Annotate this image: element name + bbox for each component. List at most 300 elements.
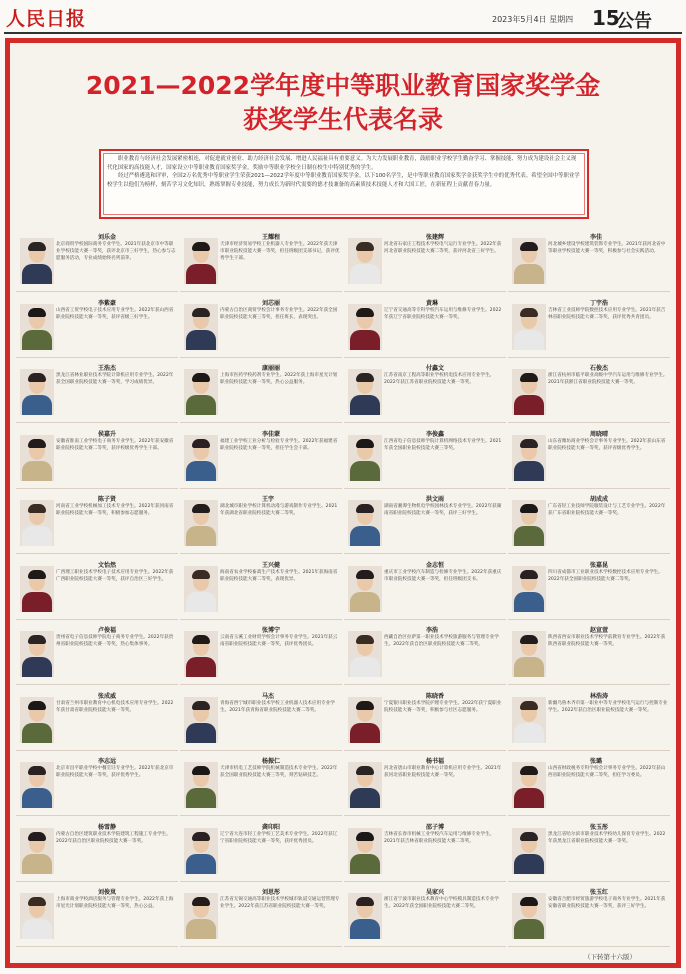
card-divider: [180, 946, 342, 947]
student-name: 李佳蒙: [262, 430, 281, 438]
student-name: 刘俊岚: [98, 889, 117, 896]
student-name: 王耀程: [262, 234, 281, 241]
student-photo: [184, 435, 218, 481]
student-card: [508, 294, 670, 358]
student-description: 安徽省合肥市经贸旅游学校电子商务专业学生。2021年获安徽省职业院校技能大赛一等奖，获评三好学生。: [548, 897, 666, 909]
student-name: 龚印阳: [262, 823, 281, 831]
student-photo: [348, 828, 382, 874]
student-description: 河北省唐山市职业教育中心计算机应用专业学生。2021年获河北省职业院校技能大赛一等奖。: [384, 766, 502, 778]
student-name: 刘芯丽: [262, 299, 281, 307]
photo-hair: [28, 242, 46, 251]
student-description: 新疆乌鲁木齐市第一职业中等专业学校电气运行与控制专业学生。2022年获自治区职业院校技能大赛一等奖。: [548, 700, 668, 713]
page-title-line-1: 2021—2022学年度中等职业教育国家奖学金: [85, 71, 601, 100]
photo-hair: [192, 504, 210, 513]
student-photo: [348, 893, 382, 939]
continued-note: （下转第十六版）: [584, 953, 636, 961]
photo-hair: [356, 897, 374, 906]
photo-body: [350, 919, 380, 939]
student-photo: [184, 828, 218, 874]
photo-body: [22, 657, 52, 677]
student-card: [180, 752, 342, 816]
student-photo: [512, 893, 546, 939]
photo-body: [350, 592, 380, 612]
student-card: [344, 621, 506, 685]
student-photo: [20, 500, 54, 546]
photo-body: [350, 330, 380, 350]
student-name: 李紫豪: [98, 299, 117, 307]
student-card: [344, 359, 506, 423]
photo-body: [514, 592, 544, 612]
masthead-rule: [4, 32, 682, 34]
photo-body: [22, 395, 52, 415]
photo-hair: [520, 832, 538, 841]
card-divider: [508, 684, 670, 685]
photo-body: [186, 461, 216, 481]
student-name: 邵子博: [426, 823, 445, 831]
student-name: 张玉彤: [590, 823, 609, 831]
photo-hair: [520, 701, 538, 710]
photo-body: [186, 723, 216, 743]
photo-hair: [356, 570, 374, 579]
page-number: 15: [592, 6, 620, 30]
student-description: 北京商贸学校国际商务专业学生。2021年获北京市中等职业学校技能大赛一等奖，获评北京市三好学生，热心参与志愿服务活动，专业成绩始终名列前茅。: [56, 242, 176, 261]
student-photo: [348, 566, 382, 612]
photo-body: [22, 461, 52, 481]
photo-body: [22, 330, 52, 350]
student-description: 内蒙古自治区建筑职业技术学院建筑工程施工专业学生。2022年获自治区职业院校技能大赛一等奖。: [56, 831, 171, 844]
student-card: [16, 294, 178, 358]
card-divider: [508, 815, 670, 816]
student-card: [180, 556, 342, 620]
photo-body: [22, 919, 52, 939]
card-divider: [344, 357, 506, 358]
student-name: 马杰: [262, 692, 275, 700]
photo-hair: [356, 242, 374, 251]
card-divider: [508, 750, 670, 751]
student-card: [344, 425, 506, 489]
student-photo: [512, 566, 546, 612]
student-photo: [184, 304, 218, 350]
student-photo: [20, 762, 54, 808]
intro-paragraph-1: 职业教育与经济社会发展紧密相连，对促进就业创业、助力经济社会发展、增进人民福祉具有重要意义。为大力发展职业教育，鼓励职业学校学生勤奋学习、掌握技能、努力成为建设社会主义现代化国家的高技能人才，国家设立中等职业教育国家奖学金，奖励中等职业学校全日制在校生中特别优秀的学生。: [107, 156, 577, 171]
card-divider: [180, 291, 342, 292]
student-card: [508, 490, 670, 554]
student-name: 张博宁: [262, 627, 281, 634]
student-photo: [20, 697, 54, 743]
student-name: 金志恒: [426, 561, 445, 569]
student-name: 张建辉: [426, 234, 445, 241]
card-divider: [16, 619, 178, 620]
student-card: [508, 883, 670, 947]
photo-hair: [192, 439, 210, 448]
photo-hair: [356, 373, 374, 382]
photo-hair: [28, 308, 46, 317]
card-divider: [344, 422, 506, 423]
student-description: 甘肃省兰州市职业教育中心机电技术应用专业学生。2022年获甘肃省职业院校技能大赛一等奖。: [56, 700, 174, 713]
student-description: 江苏省无锡交通高等职业技术学校城市轨道交通运营管理专业学生。2022年获江苏省职业院校技能大赛一等奖。: [220, 897, 340, 909]
student-name: 刘乐金: [98, 234, 117, 241]
student-description: 上海市医药学校药剂专业学生。2022年获上海市星光计划职业院校技能大赛一等奖，热心公益服务。: [220, 373, 338, 385]
photo-hair: [192, 701, 210, 710]
student-card: [16, 687, 178, 751]
card-divider: [180, 357, 342, 358]
card-divider: [180, 881, 342, 882]
student-photo: [512, 369, 546, 415]
photo-body: [514, 919, 544, 939]
student-photo: [348, 697, 382, 743]
photo-body: [186, 657, 216, 677]
card-divider: [16, 881, 178, 882]
student-photo: [20, 631, 54, 677]
photo-hair: [192, 897, 210, 906]
student-description: 湖北城市职业学校计算机动漫与游戏制作专业学生。2021年获湖北省职业院校技能大赛二等奖。: [220, 504, 338, 516]
photo-hair: [356, 439, 374, 448]
photo-body: [186, 526, 216, 546]
student-photo: [20, 369, 54, 415]
card-divider: [16, 553, 178, 554]
card-divider: [344, 488, 506, 489]
photo-hair: [520, 308, 538, 317]
photo-hair: [192, 635, 210, 644]
student-card: [16, 490, 178, 554]
card-divider: [16, 815, 178, 816]
student-card: [508, 556, 670, 620]
photo-body: [186, 919, 216, 939]
student-description: 宁夏银川职业技术学院护理专业学生。2022年获宁夏职业院校技能大赛一等奖，积极参与社区志愿服务。: [384, 700, 502, 713]
photo-hair: [356, 308, 374, 317]
photo-body: [22, 526, 52, 546]
photo-hair: [520, 635, 538, 644]
student-card: [180, 818, 342, 882]
student-photo: [184, 893, 218, 939]
photo-body: [22, 723, 52, 743]
card-divider: [508, 881, 670, 882]
newspaper-logo: 人民日报: [6, 8, 87, 30]
student-card: [180, 490, 342, 554]
student-card: [16, 818, 178, 882]
student-card: [180, 621, 342, 685]
photo-body: [514, 461, 544, 481]
photo-hair: [28, 832, 46, 841]
student-description: 浙江省杭州市临平职业高级中学汽车运用与维修专业学生。2021年获浙江省职业院校技能大赛一等奖。: [548, 373, 668, 385]
student-card: [16, 752, 178, 816]
student-name: 王兴健: [262, 561, 281, 569]
card-divider: [16, 422, 178, 423]
card-divider: [180, 422, 342, 423]
card-divider: [180, 553, 342, 554]
student-name: 付鑫文: [426, 365, 445, 372]
photo-body: [514, 788, 544, 808]
student-card: [180, 294, 342, 358]
student-name: 洪文雨: [426, 496, 445, 503]
student-card: [344, 294, 506, 358]
photo-hair: [520, 766, 538, 775]
student-photo: [20, 435, 54, 481]
student-description: 河北省石家庄工程技术学校电气运行专业学生。2022年获河北省职业院校技能大赛二等奖，获评河北省三好学生。: [384, 242, 502, 254]
student-description: 安徽省淮南工业学校电子商务专业学生。2022年获安徽省职业院校技能大赛二等奖，获评校级优秀学生干部。: [56, 438, 174, 451]
photo-body: [186, 330, 216, 350]
student-name: 赵宣萱: [590, 627, 609, 634]
student-name: 康丽丽: [262, 365, 281, 372]
student-description: 山东省潍坊商业学校会计事务专业学生。2022年获山东省职业院校技能大赛一等奖，获评省级优秀学生。: [548, 438, 666, 451]
student-description: 四川省成都市工业职业技术学校数控技术应用专业学生。2022年获全国职业院校技能大赛二等奖。: [548, 569, 663, 582]
photo-body: [186, 264, 216, 284]
student-card: [508, 228, 670, 292]
student-description: 青海省西宁城市职业技术学校工业机器人技术应用专业学生。2021年获青海省职业院校技能大赛二等奖。: [220, 700, 335, 713]
student-card: [16, 556, 178, 620]
student-description: 广西理工职业技术学校电子技术应用专业学生。2022年获广西职业院校技能大赛一等奖，获评自治区三好学生。: [56, 569, 174, 582]
photo-body: [350, 526, 380, 546]
student-photo: [20, 238, 54, 284]
photo-hair: [28, 504, 46, 513]
student-card: [16, 883, 178, 947]
student-photo: [184, 566, 218, 612]
student-description: 辽宁省大连市轻工业学校工艺美术专业学生。2022年获辽宁省职业院校技能大赛一等奖，获评优秀团员。: [220, 831, 338, 844]
photo-body: [514, 264, 544, 284]
student-card: [180, 425, 342, 489]
student-card: [344, 556, 506, 620]
photo-hair: [28, 897, 46, 906]
student-card: [180, 687, 342, 751]
student-description: 重庆市工业学校汽车制造与检修专业学生。2022年获重庆市职业院校技能大赛一等奖，担任班级团支书。: [384, 569, 502, 582]
student-photo: [20, 304, 54, 350]
card-divider: [180, 750, 342, 751]
student-name: 丁宇浩: [590, 299, 609, 307]
photo-hair: [28, 439, 46, 448]
student-description: 山西省财政税务专科学校会计事务专业学生。2022年获山西省职业院校技能大赛二等奖，担任学习委员。: [548, 766, 666, 778]
student-card: [344, 490, 506, 554]
student-card: [344, 752, 506, 816]
card-divider: [344, 881, 506, 882]
student-description: 广东省轻工业技师学院服装设计与工艺专业学生。2022年获广东省职业院校技能大赛一等奖。: [548, 504, 666, 516]
student-name: 黄琳: [426, 299, 439, 307]
student-card: [16, 621, 178, 685]
student-name: 张成威: [98, 692, 117, 700]
card-divider: [508, 291, 670, 292]
intro-paragraph-2: 经过严格遴选和评审，全国2万名优秀中等职业学生荣获2021—2022学年度中等职业教育国家奖学金，以下100名学生，是中等职业教育国家奖学金获奖学生中的优秀代表。希望全国中等职业学校学生以他们为榜样，刻苦学习文化知识，熟练掌握专业技能，努力成长为新时代需要的德才技兼备的高素质技术技能人才和大国工匠，在新征程上贡献青春力量。: [107, 173, 580, 188]
student-photo: [512, 238, 546, 284]
student-card: [508, 425, 670, 489]
card-divider: [16, 946, 178, 947]
photo-body: [22, 854, 52, 874]
student-description: 海南省农业学校畜禽生产技术专业学生。2021年获海南省职业院校技能大赛二等奖，表现优异。: [220, 569, 338, 582]
student-photo: [348, 304, 382, 350]
student-name: 胡成成: [590, 496, 609, 503]
card-divider: [344, 619, 506, 620]
photo-body: [350, 461, 380, 481]
photo-hair: [520, 373, 538, 382]
student-description: 贵州省电子信息技师学院电子商务专业学生。2022年获贵州省职业院校技能大赛一等奖，热心集体事务。: [56, 635, 174, 647]
student-card: [180, 883, 342, 947]
student-photo: [348, 762, 382, 808]
photo-body: [514, 395, 544, 415]
card-divider: [16, 291, 178, 292]
student-photo: [348, 500, 382, 546]
photo-body: [514, 657, 544, 677]
page-title-line-2: 获奖学生代表名录: [242, 105, 443, 134]
student-name: 杨振仁: [262, 758, 281, 765]
student-card: [344, 228, 506, 292]
card-divider: [16, 750, 178, 751]
student-description: 福建工业学校工业分析与检验专业学生。2022年获福建省职业院校技能大赛一等奖，担任学生会干部。: [220, 438, 338, 451]
photo-body: [186, 788, 216, 808]
photo-body: [186, 854, 216, 874]
card-divider: [508, 357, 670, 358]
student-photo: [512, 762, 546, 808]
student-name: 王浩杰: [98, 365, 117, 372]
student-photo: [348, 369, 382, 415]
card-divider: [344, 750, 506, 751]
student-photo: [512, 828, 546, 874]
student-photo: [20, 828, 54, 874]
photo-hair: [356, 832, 374, 841]
student-description: 黑龙江省哈尔滨市职业技术学校幼儿保育专业学生。2022年获黑龙江省职业院校技能大赛一等奖。: [548, 831, 666, 844]
student-name: 陈晓香: [426, 692, 445, 700]
student-description: 吉林省工业技师学院数控技术应用专业学生。2021年获吉林省职业院校技能大赛二等奖，获评优秀共青团员。: [548, 307, 666, 320]
photo-hair: [28, 570, 46, 579]
photo-body: [22, 592, 52, 612]
photo-hair: [28, 766, 46, 775]
student-card: [180, 228, 342, 292]
card-divider: [180, 488, 342, 489]
student-photo: [512, 697, 546, 743]
photo-body: [350, 723, 380, 743]
student-name: 吴家兴: [426, 889, 445, 896]
student-name: 石俊杰: [590, 365, 609, 372]
student-card: [508, 818, 670, 882]
photo-body: [186, 592, 216, 612]
student-description: 浙江省宁波市职业技术教育中心学校模具制造技术专业学生。2022年获全国职业院校技能大赛二等奖。: [384, 897, 499, 909]
student-photo: [184, 697, 218, 743]
card-divider: [344, 553, 506, 554]
student-photo: [184, 631, 218, 677]
masthead: [0, 0, 686, 36]
card-divider: [508, 553, 670, 554]
photo-body: [514, 526, 544, 546]
photo-hair: [356, 635, 374, 644]
student-photo: [348, 238, 382, 284]
photo-hair: [520, 897, 538, 906]
student-photo: [184, 369, 218, 415]
student-card: [508, 621, 670, 685]
photo-hair: [192, 766, 210, 775]
student-description: 吉林省长春市机械工业学校汽车运用与维修专业学生。2021年获吉林省职业院校技能大赛二等奖。: [384, 831, 495, 844]
student-photo: [20, 566, 54, 612]
student-card: [16, 359, 178, 423]
student-description: 天津市机电工艺技师学院机械制造技术专业学生。2022年获全国职业院校技能大赛三等奖，刻苦钻研技艺。: [220, 766, 338, 778]
student-card: [344, 883, 506, 947]
student-photo: [512, 500, 546, 546]
student-card: [508, 359, 670, 423]
student-photo: [184, 762, 218, 808]
intro-box: [99, 149, 589, 219]
photo-hair: [356, 701, 374, 710]
student-description: 河北城乡建设学校建筑装饰专业学生。2021年获河北省中等职业学校技能大赛一等奖，积极参与社会实践活动。: [548, 242, 666, 254]
photo-body: [514, 330, 544, 350]
student-name: 李志远: [98, 758, 117, 765]
student-description: 河南省工业学校机械加工技术专业学生。2022年获河南省职业院校技能大赛一等奖，积极参加志愿服务。: [56, 504, 174, 516]
card-divider: [508, 488, 670, 489]
photo-hair: [192, 832, 210, 841]
photo-hair: [356, 766, 374, 775]
photo-body: [350, 854, 380, 874]
photo-hair: [520, 242, 538, 251]
student-photo: [348, 631, 382, 677]
student-photo: [184, 500, 218, 546]
student-photo: [184, 238, 218, 284]
student-description: 江西省电子信息技师学院计算机网络技术专业学生。2021年获全国职业院校技能大赛三等奖。: [384, 438, 502, 451]
card-divider: [180, 619, 342, 620]
photo-hair: [192, 373, 210, 382]
issue-date: 2023年5月4日 星期四: [492, 15, 574, 24]
student-name: 文怡然: [98, 561, 117, 569]
student-card: [16, 228, 178, 292]
student-card: [344, 818, 506, 882]
card-divider: [180, 815, 342, 816]
student-name: 李佳: [590, 234, 603, 241]
student-name: 张璐: [590, 758, 603, 765]
photo-body: [22, 264, 52, 284]
photo-body: [350, 395, 380, 415]
card-divider: [344, 815, 506, 816]
photo-hair: [28, 373, 46, 382]
photo-body: [350, 264, 380, 284]
photo-hair: [520, 504, 538, 513]
student-name: 张嘉昆: [590, 561, 609, 569]
student-grid: [16, 228, 670, 950]
photo-hair: [520, 570, 538, 579]
student-card: [16, 425, 178, 489]
student-name: 周晓晴: [590, 430, 609, 438]
student-description: 内蒙古自治区商贸学校会计事务专业学生。2022年获全国职业院校技能大赛三等奖，担任班长，表现突出。: [220, 307, 338, 320]
photo-hair: [192, 242, 210, 251]
student-name: 杨雪静: [98, 823, 117, 831]
card-divider: [344, 684, 506, 685]
student-card: [508, 687, 670, 751]
photo-hair: [356, 504, 374, 513]
photo-hair: [28, 635, 46, 644]
student-name: 侯嘉升: [98, 430, 117, 438]
student-description: 北京市昌平职业学校中餐烹饪专业学生。2022年获北京市职业院校技能大赛一等奖，获评优秀学生。: [56, 766, 174, 778]
photo-hair: [192, 308, 210, 317]
card-divider: [344, 946, 506, 947]
student-description: 西藏自治区拉萨第一职业技术学校旅游服务与管理专业学生。2022年获自治区职业院校技能大赛二等奖。: [384, 635, 499, 647]
photo-body: [22, 788, 52, 808]
student-description: 山西省工贸学校电子技术应用专业学生。2022年获山西省职业院校技能大赛一等奖，获评省级三好学生。: [56, 307, 174, 320]
student-name: 李俊鑫: [426, 430, 445, 438]
photo-body: [350, 788, 380, 808]
photo-hair: [192, 570, 210, 579]
student-photo: [348, 435, 382, 481]
student-photo: [512, 631, 546, 677]
photo-body: [350, 657, 380, 677]
photo-hair: [520, 439, 538, 448]
student-name: 张玉红: [590, 889, 609, 896]
student-name: 李浩: [426, 627, 439, 634]
student-description: 黑龙江省林业职业技术学院计算机应用专业学生。2022年获全国职业院校技能大赛一等奖，学习成绩优异。: [56, 373, 174, 385]
student-photo: [512, 304, 546, 350]
student-description: 上海市商业学校酒店服务与管理专业学生。2022年获上海市星光计划职业院校技能大赛一等奖，热心公益。: [56, 897, 174, 909]
card-divider: [180, 684, 342, 685]
student-name: 刘思彤: [262, 889, 281, 896]
student-name: 杨书福: [426, 758, 445, 765]
student-card: [180, 359, 342, 423]
card-divider: [344, 291, 506, 292]
student-description: 天津市经济贸易学校工业机器人专业学生。2022年获天津市职业院校技能大赛一等奖，担任班级团支部书记，获评优秀学生干部。: [220, 242, 340, 261]
student-name: 林浩涛: [590, 692, 609, 700]
student-description: 云南省玉溪工业财贸学校会计事务专业学生。2021年获云南省职业院校技能大赛一等奖，获评优秀团员。: [220, 635, 338, 647]
student-name: 王宇: [262, 496, 275, 503]
